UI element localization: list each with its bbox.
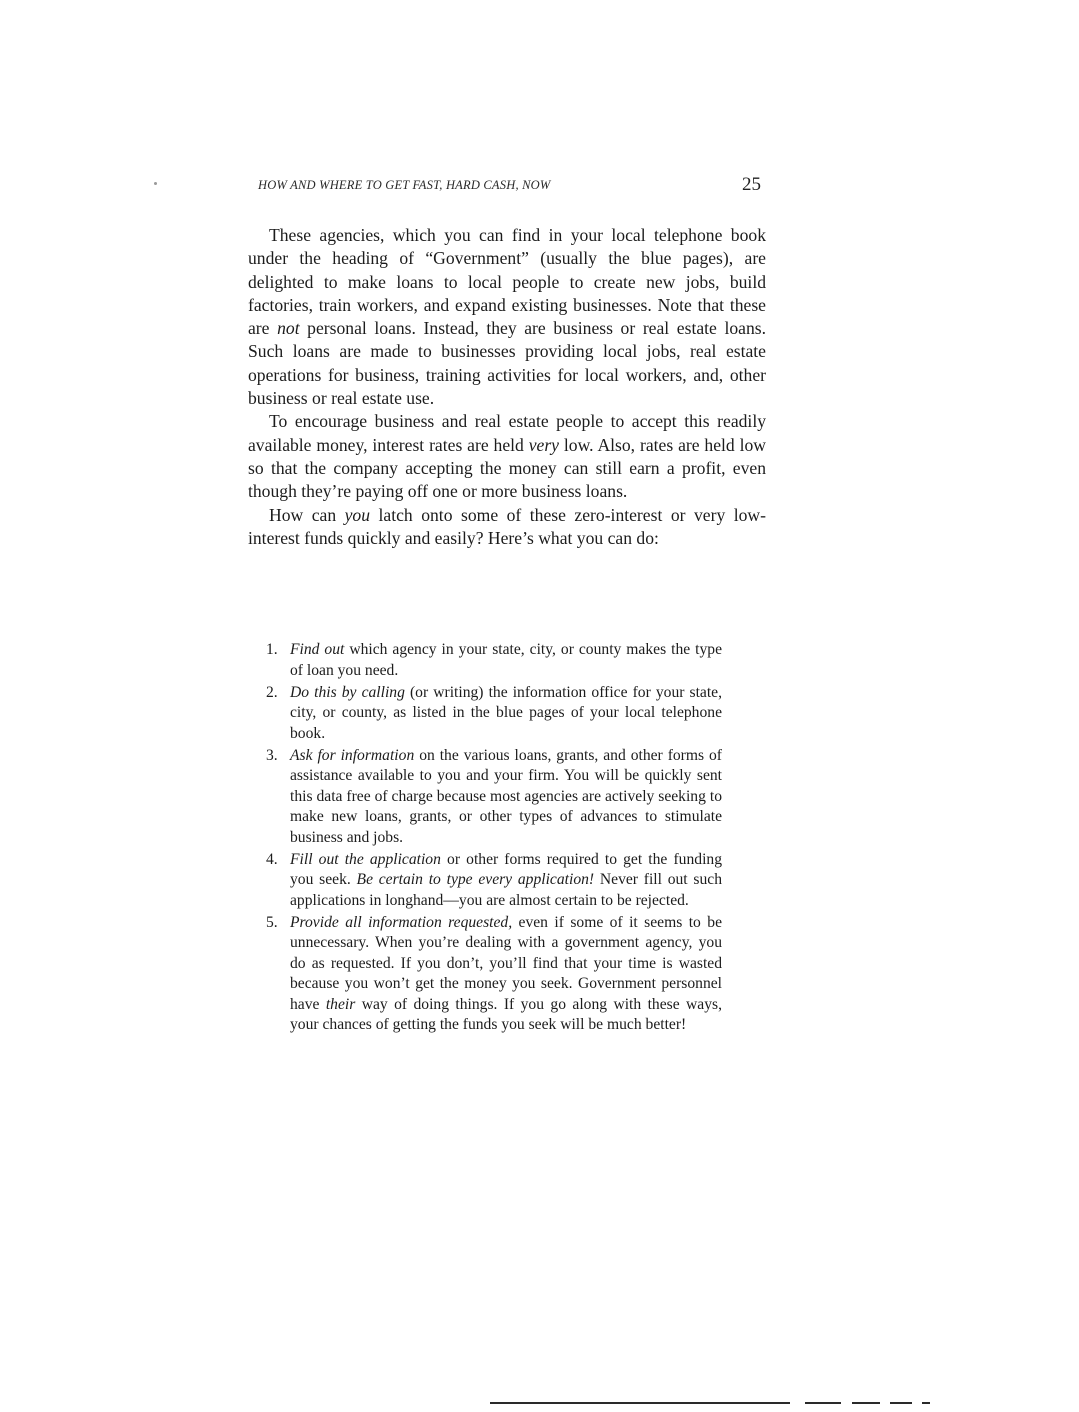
list-number: 1. bbox=[266, 641, 278, 658]
emphasis: Be certain to type every application! bbox=[356, 871, 595, 888]
scan-edge-dash bbox=[852, 1402, 880, 1404]
list-lead: Fill out the application bbox=[290, 850, 441, 868]
list-item bbox=[266, 913, 722, 1036]
page-number: 25 bbox=[742, 174, 761, 195]
text-run: Never fill out such applications in longhand—you are almost certain to be rejected. bbox=[290, 871, 722, 909]
running-head bbox=[258, 176, 763, 198]
body-text bbox=[248, 224, 766, 550]
text-run: which agency in your state, city, or county makes the type of loan you need. bbox=[290, 641, 722, 679]
numbered-list bbox=[266, 640, 722, 1037]
emphasis: very bbox=[528, 434, 559, 455]
list-item bbox=[266, 683, 722, 745]
text-run: latch onto some of these zero-interest or very low-interest funds quickly and easily? Here’s what you can do: bbox=[248, 504, 766, 548]
emphasis: not bbox=[277, 318, 300, 339]
text-run: way of doing things. If you go along with these ways, your chances of getting the funds you seek will be much better! bbox=[290, 995, 722, 1033]
list-item bbox=[266, 850, 722, 912]
list-number: 5. bbox=[266, 913, 278, 931]
scan-edge-line bbox=[490, 1402, 790, 1404]
list-number: 3. bbox=[266, 746, 278, 764]
list-item bbox=[266, 746, 722, 849]
list-lead: Find out bbox=[290, 641, 345, 658]
paragraph bbox=[248, 410, 766, 503]
scan-edge-dash bbox=[805, 1402, 841, 1404]
text-run: on the various loans, grants, and other forms of assistance available to you and your firm. You will be quickly sent this data free of charge because most agencies are actively seeking to make new loans, grants, or other types of advances to stimulate business and jobs. bbox=[290, 746, 723, 846]
list-number: 4. bbox=[266, 850, 278, 868]
text-run: even if some of it seems to be unnecessary. When you’re dealing with a government agency, you do as requested. If you don’t, you’ll find that your time is wasted because you won’t get the money you seek. Government personnel have bbox=[290, 913, 722, 1013]
paragraph bbox=[248, 504, 766, 551]
scan-speck bbox=[154, 182, 157, 185]
chapter-title: HOW AND WHERE TO GET FAST, HARD CASH, NOW bbox=[258, 178, 551, 192]
list-number: 2. bbox=[266, 683, 278, 701]
scan-edge-dash bbox=[922, 1402, 930, 1404]
text-run: (or writing) the information office for your state, city, or county, as listed in the blue pages of your local telephone book. bbox=[290, 683, 722, 742]
scan-edge-dash bbox=[890, 1402, 912, 1404]
paragraph bbox=[248, 224, 766, 410]
list-lead: Ask for information bbox=[290, 746, 415, 764]
list-lead: Provide all information requested, bbox=[290, 913, 513, 931]
text-run: These agencies, which you can find in your local telephone book under the heading of “Government” (usually the blue pages), are delighted to make loans to local people to create new jobs, build factories, train workers, and expand existing businesses. Note that these are bbox=[248, 225, 766, 339]
text-run: low. Also, rates are held low so that the company accepting the money can still earn a profit, even though they’re paying off one or more business loans. bbox=[248, 434, 766, 502]
text-run: or other forms required to get the funding you seek. bbox=[290, 850, 722, 888]
list-lead: Do this by calling bbox=[290, 683, 405, 701]
text-run: To encourage business and real estate people to accept this readily available money, interest rates are held bbox=[248, 411, 766, 455]
text-run: How can bbox=[269, 504, 345, 525]
text-run: personal loans. Instead, they are business or real estate loans. Such loans are made to businesses providing local jobs, real estate operations for business, training activities for local workers, and, other business or real estate use. bbox=[248, 318, 766, 409]
emphasis: their bbox=[325, 995, 356, 1013]
emphasis: you bbox=[344, 504, 371, 525]
list-item bbox=[266, 640, 722, 681]
